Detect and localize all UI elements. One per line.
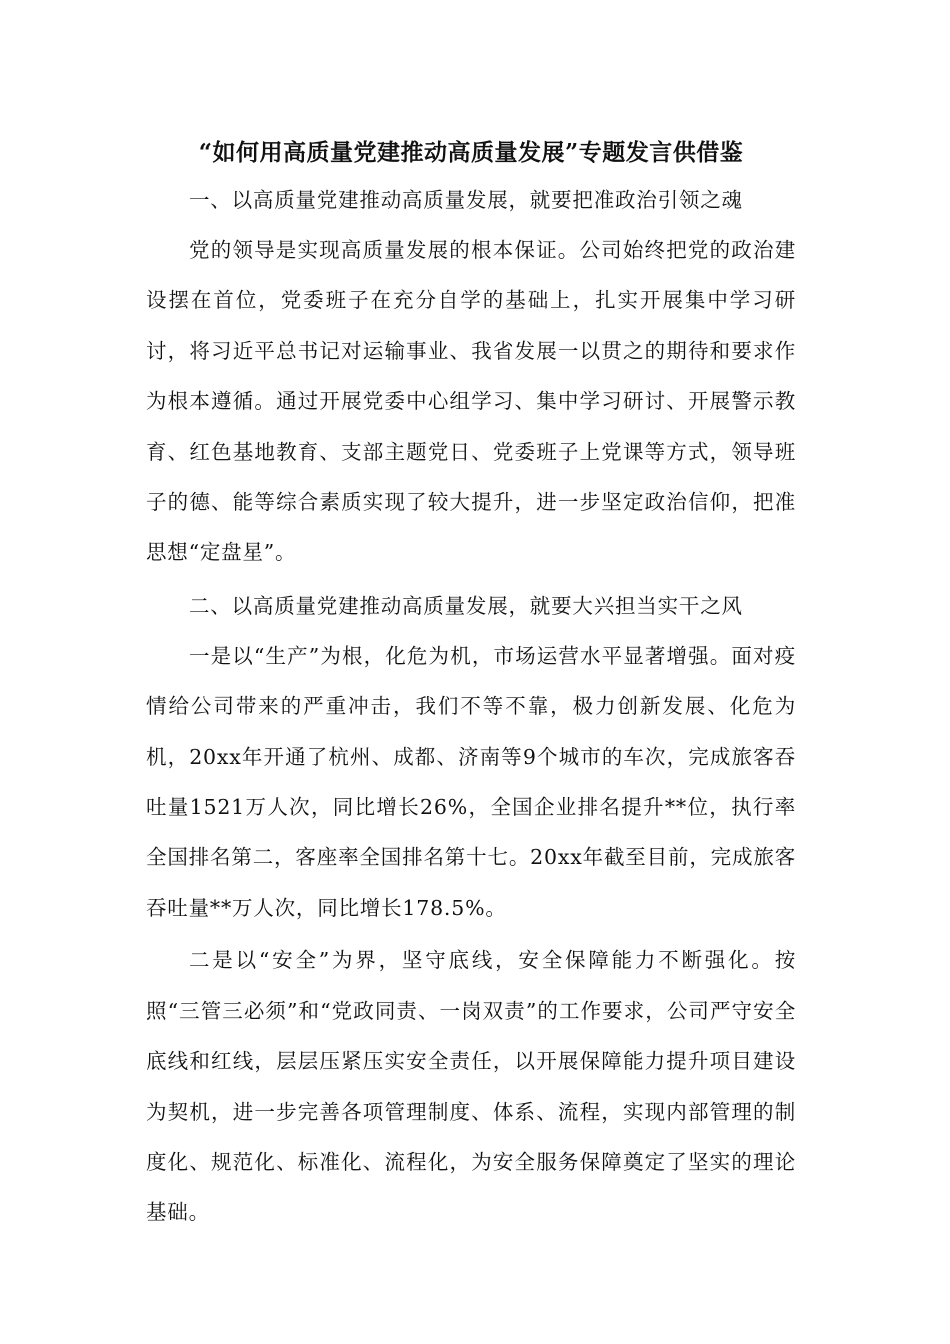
section-1-paragraph-1: 党的领导是实现高质量发展的根本保证。公司始终把党的政治建设摆在首位，党委班子在充分自学的基础上，扎实开展集中学习研讨，将习近平总书记对运输事业、我省发展一以贯之的期待和要求作为根本遵循。通过开展党委中心组学习、集中学习研讨、开展警示教育、红色基地教育、支部主题党日、党委班子上党课等方式，领导班子的德、能等综合素质实现了较大提升，进一步坚定政治信仰，把准思想“定盘星”。 [146,238,796,565]
document-title: “如何用高质量党建推动高质量发展”专题发言供借鉴 [198,139,744,166]
section-heading-2: 二、以高质量党建推动高质量发展，就要大兴担当实干之风 [189,593,743,618]
section-heading-1: 一、以高质量党建推动高质量发展，就要把准政治引领之魂 [189,188,743,212]
document-body [146,131,796,1238]
section-2-paragraph-1: 一是以“生产”为根，化危为机，市场运营水平显著增强。面对疫情给公司带来的严重冲击，我们不等不靠，极力创新发展、化危为机，20xx年开通了杭州、成都、济南等9个城市的车次，完成旅客吞吐量1521万人次，同比增长26%，全国企业排名提升**位，执行率全国排名第二，客座率全国排名第十七。20xx年截至目前，完成旅客吞吐量**万人次，同比增长178.5%。 [146,643,796,920]
section-2-paragraph-2: 二是以“安全”为界，坚守底线，安全保障能力不断强化。按照“三管三必须”和“党政同责、一岗双责”的工作要求，公司严守安全底线和红线，层层压紧压实安全责任，以开展保障能力提升项目建设为契机，进一步完善各项管理制度、体系、流程，实现内部管理的制度化、规范化、标准化、流程化，为安全服务保障奠定了坚实的理论基础。 [146,948,796,1225]
